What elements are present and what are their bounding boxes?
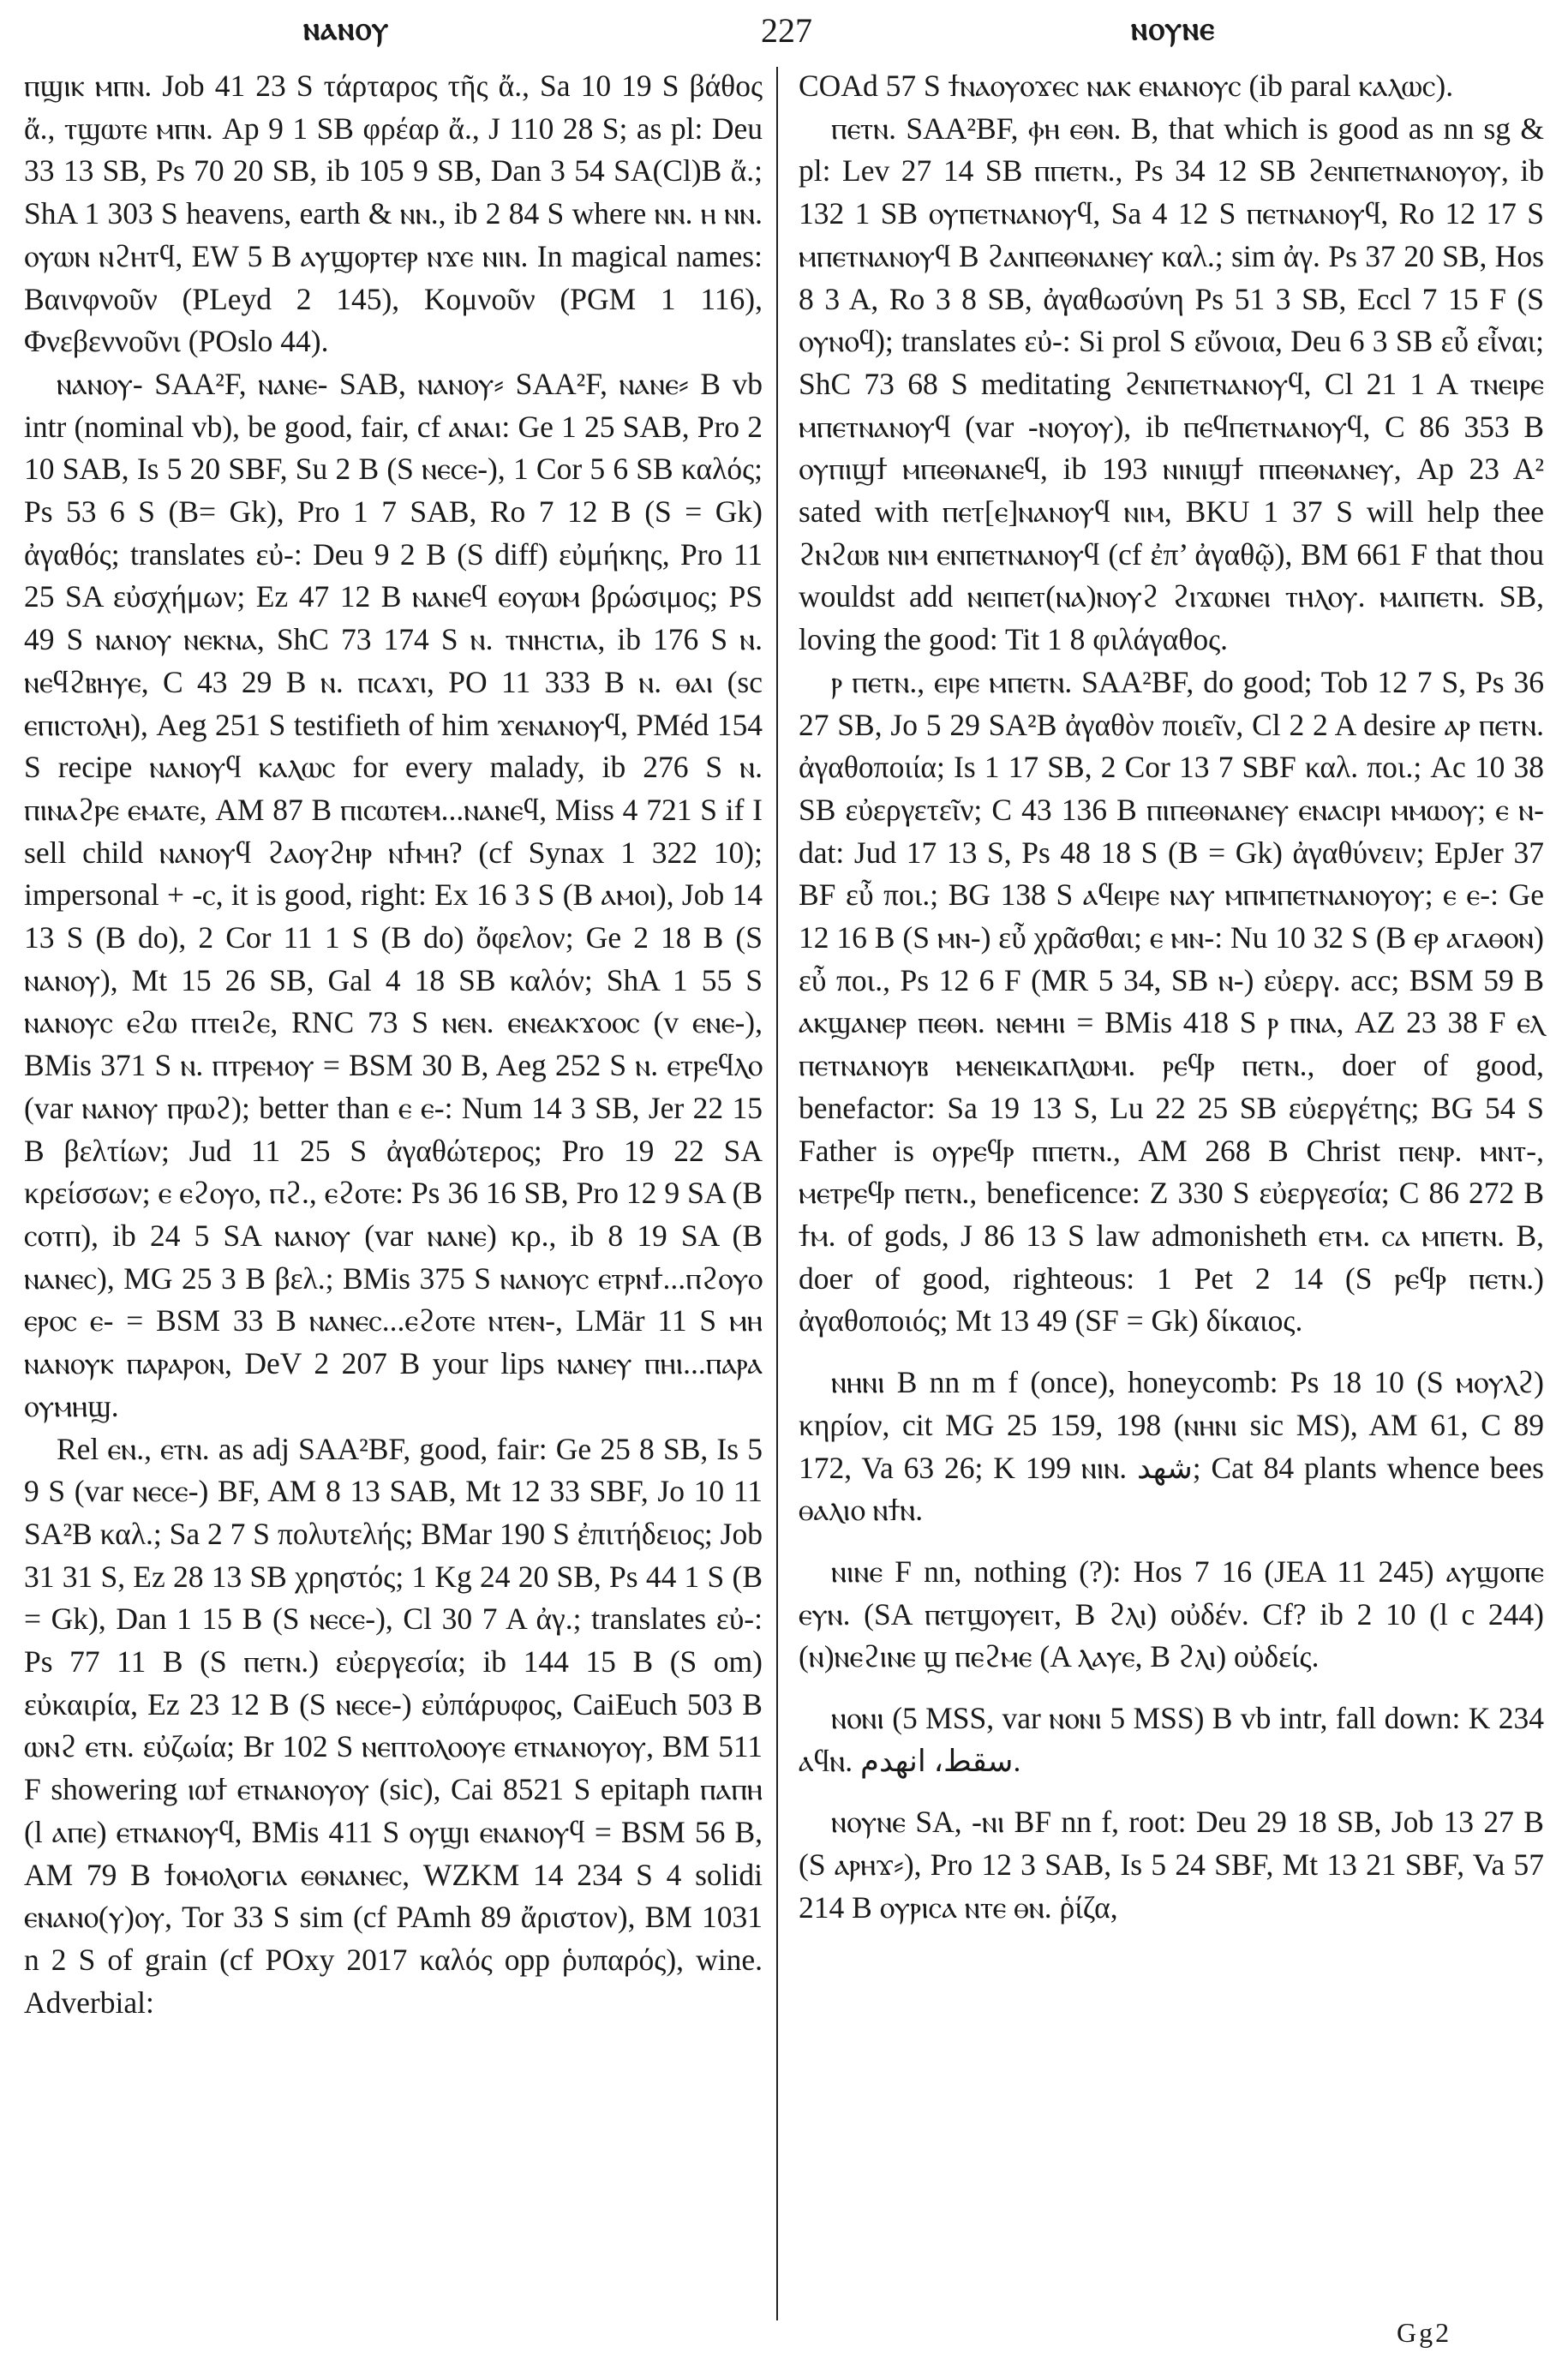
right-column <box>799 65 1544 1930</box>
page-header <box>24 10 1544 51</box>
entry-noni-fall-down: ⲛⲟⲛⲓ (5 MSS, var ⲛⲟⲛⲓ 5 MSS) B vb intr, fall down: K 234 ⲁϥⲛ. سقط، انهدم. <box>799 1701 1544 1778</box>
left-column <box>24 65 763 2024</box>
page-number: 227 <box>761 11 812 50</box>
entry-nanou-relative: Rel ⲉⲛ., ⲉⲧⲛ. as adj SAA²BF, good, fair: Ge 25 8 SB, Is 5 9 S (var ⲛⲉⲥⲉ-) BF, AM 8 13 SAB, Mt 12 33 SBF, Jo 10 11 SA²B καλ.; Sa 2 7 S πολυτελής; BMar 190 S ἐπιτήδειος; Job 31 31 S, Ez 28 13 SB χρηστός; 1 Kg 24 20 SB, Ps 44 1 S (B = Gk), Dan 1 15 B (S ⲛⲉⲥⲉ-), Cl 30 7 A ἀγ.; translates εὐ-: Ps 77 11 B (S ⲡⲉⲧⲛ.) εὐεργεσία; ib 144 15 B (S om) εὐκαιρία, Ez 23 12 B (S ⲛⲉⲥⲉ-) εὐπάρυφος, CaiEuch 503 B ⲱⲛϩ ⲉⲧⲛ. εὐζωία; Br 102 S ⲛⲉⲡⲧⲟⲗⲟⲟⲩⲉ ⲉⲧⲛⲁⲛⲟⲩⲟⲩ, BM 511 F showering ⲓⲱϯ ⲉⲧⲛⲁⲛⲟⲩⲟⲩ (sic), Cai 8521 S epitaph ⲡⲁⲡⲏ (l ⲁⲡⲉ) ⲉⲧⲛⲁⲛⲟⲩϥ, BMis 411 S ⲟⲩϣⲓ ⲉⲛⲁⲛⲟⲩϥ = BSM 56 B, AM 79 B ϯⲟⲙⲟⲗⲟⲅⲓⲁ ⲉⲑⲛⲁⲛⲉⲥ, WZKM 14 234 S 4 solidi ⲉⲛⲁⲛⲟ(ⲩ)ⲟⲩ, Tor 33 S sim (cf PAmh 89 ἄριστον), BM 1031 n 2 S of grain (cf POxy 2017 καλός opp ῥυπαρός), wine. Adverbial: <box>24 1431 763 2020</box>
entry-r-petnanou: ⲣ ⲡⲉⲧⲛ., ⲉⲓⲣⲉ ⲙⲡⲉⲧⲛ. SAA²BF, do good; Tob 12 7 S, Ps 36 27 SB, Jo 5 29 SA²B ἀγαθὸν ποιεῖν, Cl 2 2 A desire ⲁⲣ ⲡⲉⲧⲛ. ἀγαθοποιία; Is 1 17 SB, 2 Cor 13 7 SBF καλ. ποι.; Ac 10 38 SB εὐεργετεῖν; C 43 136 B ⲡⲓⲡⲉⲑⲛⲁⲛⲉⲩ ⲉⲛⲁⲥⲓⲣⲓ ⲙⲙⲱⲟⲩ; ⲉ ⲛ- dat: Jud 17 13 S, Ps 48 18 S (B = Gk) ἀγαθύνειν; EpJer 37 BF εὖ ποι.; BG 138 S ⲁϥⲉⲓⲣⲉ ⲛⲁⲩ ⲙⲡⲙⲡⲉⲧⲛⲁⲛⲟⲩⲟⲩ; ⲉ ⲉ-: Ge 12 16 B (S ⲙⲛ-) εὖ χρᾶσθαι; ⲉ ⲙⲛ-: Nu 10 32 S (B ⲉⲣ ⲁⲅⲁⲑⲟⲛ) εὖ ποι., Ps 12 6 F (MR 5 34, SB ⲛ-) εὐεργ. acc; BSM 59 B ⲁⲕϣⲁⲛⲉⲣ ⲡⲉⲑⲛ. ⲛⲉⲙⲏⲓ = BMis 418 S ⲣ ⲡⲛⲁ, AZ 23 38 F ⲉⲗ ⲡⲉⲧⲛⲁⲛⲟⲩⲃ ⲙⲉⲛⲉⲓⲕⲁⲡⲗⲱⲙⲓ. ⲣⲉϥⲣ ⲡⲉⲧⲛ., doer of good, benefactor: Sa 19 13 S, Lu 22 25 SB εὐεργέτης; BG 54 S Father is ⲟⲩⲣⲉϥⲣ ⲡⲡⲉⲧⲛ., AM 268 B Christ ⲡⲉⲛⲣ. ⲙⲛⲧ-, ⲙⲉⲧⲣⲉϥⲣ ⲡⲉⲧⲛ., beneficence: Z 330 S εὐεργεσία; C 86 272 B ϯⲙ. of gods, J 86 13 S law admonisheth ⲉⲧⲙ. ⲥⲁ ⲙⲡⲉⲧⲛ. B, doer of good, righteous: 1 Pet 2 14 (S ⲣⲉϥⲣ ⲡⲉⲧⲛ.) ἀγαθοποιός; Mt 13 49 (SF = Gk) δίκαιος. <box>799 664 1544 1338</box>
entry-neni-honeycomb: ⲛⲏⲛⲓ B nn m f (once), honeycomb: Ps 18 10 (S ⲙⲟⲩⲗϩ) κηρίον, cit MG 25 159, 198 (ⲛⲏⲛⲓ sic MS), AM 61, C 89 172, Va 63 26; K 199 ⲛⲓⲛ. شهد; Cat 84 plants whence bees ⲑⲁⲗⲓⲟ ⲛϯⲛ. <box>799 1365 1544 1528</box>
left-running-headword: ⲛⲁⲛⲟⲩ <box>303 11 390 47</box>
entry-petnanou: ⲡⲉⲧⲛ. SAA²BF, ⲫⲏ ⲉⲑⲛ. B, that which is good as nn sg & pl: Lev 27 14 SB ⲡⲡⲉⲧⲛ., Ps 34 12 SB ϩⲉⲛⲡⲉⲧⲛⲁⲛⲟⲩⲟⲩ, ib 132 1 SB ⲟⲩⲡⲉⲧⲛⲁⲛⲟⲩϥ, Sa 4 12 S ⲡⲉⲧⲛⲁⲛⲟⲩϥ, Ro 12 17 S ⲙⲡⲉⲧⲛⲁⲛⲟⲩϥ B ϩⲁⲛⲡⲉⲑⲛⲁⲛⲉⲩ καλ.; sim ἀγ. Ps 37 20 SB, Hos 8 3 A, Ro 3 8 SB, ἀγαθωσύνη Ps 51 3 SB, Eccl 7 15 F (S ⲟⲩⲛⲟϥ); translates εὐ-: Si prol S εὔνοια, Deu 6 3 SB εὖ εἶναι; ShC 73 68 S meditating ϩⲉⲛⲡⲉⲧⲛⲁⲛⲟⲩϥ, Cl 21 1 A ⲧⲛⲉⲓⲣⲉ ⲙⲡⲉⲧⲛⲁⲛⲟⲩϥ (var -ⲛⲟⲩⲟⲩ), ib ⲡⲉϥⲡⲉⲧⲛⲁⲛⲟⲩϥ, C 86 353 B ⲟⲩⲡⲓϣϯ ⲙⲡⲉⲑⲛⲁⲛⲉϥ, ib 193 ⲛⲓⲛⲓϣϯ ⲡⲡⲉⲑⲛⲁⲛⲉⲩ, Ap 23 A² sated with ⲡⲉⲧ[ⲉ]ⲛⲁⲛⲟⲩϥ ⲛⲓⲙ, BKU 1 37 S will help thee ϩⲛϩⲱⲃ ⲛⲓⲙ ⲉⲛⲡⲉⲧⲛⲁⲛⲟⲩϥ (cf ἐπ’ ἀγαθῷ), BM 661 F that thou wouldst add ⲛⲉⲓⲡⲉⲧ(ⲛⲁ)ⲛⲟⲩϩ ϩⲓϫⲱⲛⲉⲓ ⲧⲏⲗⲟⲩ. ⲙⲁⲓⲡⲉⲧⲛ. SB, loving the good: Tit 1 8 φιλάγαθος. <box>799 111 1544 657</box>
entry-continuation-nun: ⲡϣⲓⲕ ⲙⲡⲛ. Job 41 23 S τάρταρος τῆς ἄ., Sa 10 19 S βάθος ἄ., ⲧϣⲱⲧⲉ ⲙⲡⲛ. Ap 9 1 SB φρέαρ ἄ., J 110 28 S; as pl: Deu 33 13 SB, Ps 70 20 SB, ib 105 9 SB, Dan 3 54 SA(Cl)B ἄ.; ShA 1 303 S heavens, earth & ⲛⲛ., ib 2 84 S where ⲛⲛ. ⲏ ⲛⲛ. ⲟⲩⲱⲛ ⲛϩⲏⲧϥ, EW 5 B ⲁⲩϣⲟⲣⲧⲉⲣ ⲛϫⲉ ⲛⲓⲛ. In magical names: Βαινφνοῦν (PLeyd 2 145), Κομνοῦν (PGM 1 116), Φνεβεννοῦνι (POslo 44). <box>24 69 763 359</box>
entry-continuation-adverbial: COAd 57 S ϯⲛⲁⲟⲩⲟϫⲉⲥ ⲛⲁⲕ ⲉⲛⲁⲛⲟⲩⲥ (ib paral ⲕⲁⲗⲱⲥ). <box>799 69 1454 103</box>
right-running-headword: ⲛⲟⲩⲛⲉ <box>1131 11 1216 47</box>
entry-noune-root: ⲛⲟⲩⲛⲉ SA, -ⲛⲓ BF nn f, root: Deu 29 18 SB, Job 13 27 B (S ⲁⲣⲏϫ⸗), Pro 12 3 SAB, Is 5 24 SBF, Mt 13 21 SBF, Va 57 214 B ⲟⲩⲣⲓⲥⲁ ⲛⲧⲉ ⲑⲛ. ῥίζα, <box>799 1805 1544 1925</box>
signature-mark: Gg2 <box>1397 2317 1452 2348</box>
entry-nanou-verb: ⲛⲁⲛⲟⲩ- SAA²F, ⲛⲁⲛⲉ- SAB, ⲛⲁⲛⲟⲩ⸗ SAA²F, ⲛⲁⲛⲉ⸗ B vb intr (nominal vb), be good, fair, cf ⲁⲛⲁⲓ: Ge 1 25 SAB, Pro 2 10 SAB, Is 5 20 SBF, Su 2 B (S ⲛⲉⲥⲉ-), 1 Cor 5 6 SB καλός; Ps 53 6 S (B= Gk), Pro 1 7 SAB, Ro 7 12 B (S = Gk) ἀγαθός; translates εὐ-: Deu 9 2 B (S diff) εὐμήκης, Pro 11 25 SA εὐσχήμων; Ez 47 12 B ⲛⲁⲛⲉϥ ⲉⲟⲩⲱⲙ βρώσιμος; PS 49 S ⲛⲁⲛⲟⲩ ⲛⲉⲕⲛⲁ, ShC 73 174 S ⲛ. ⲧⲛⲏⲥⲧⲓⲁ, ib 176 S ⲛ. ⲛⲉϥϩⲃⲏⲩⲉ, C 43 29 B ⲛ. ⲡⲥⲁϫⲓ, PO 11 333 B ⲛ. ⲑⲁⲓ (sc ⲉⲡⲓⲥⲧⲟⲗⲏ), Aeg 251 S testifieth of him ϫⲉⲛⲁⲛⲟⲩϥ, PMéd 154 S recipe ⲛⲁⲛⲟⲩϥ ⲕⲁⲗⲱⲥ for every malady, ib 276 S ⲛ. ⲡⲓⲛⲁϩⲣⲉ ⲉⲙⲁⲧⲉ, AM 87 B ⲡⲓⲥⲱⲧⲉⲙ...ⲛⲁⲛⲉϥ, Miss 4 721 S if I sell child ⲛⲁⲛⲟⲩϥ ϩⲁⲟⲩϩⲏⲣ ⲛϯⲙⲏ? (cf Synax 1 322 10); impersonal + -ⲥ, it is good, right: Ex 16 3 S (B ⲁⲙⲟⲓ), Job 14 13 S (B do), 2 Cor 11 1 S (B do) ὄφελον; Ge 2 18 B (S ⲛⲁⲛⲟⲩ), Mt 15 26 SB, Gal 4 18 SB καλόν; ShA 1 55 S ⲛⲁⲛⲟⲩⲥ ⲉϩⲱ ⲡⲧⲉⲓϩⲉ, RNC 73 S ⲛⲉⲛ. ⲉⲛⲉⲁⲕϫⲟⲟⲥ (v ⲉⲛⲉ-), BMis 371 S ⲛ. ⲡⲧⲣⲉⲙⲟⲩ = BSM 30 B, Aeg 252 S ⲛ. ⲉⲧⲣⲉϥⲗⲟ (var ⲛⲁⲛⲟⲩ ⲡⲣⲱϩ); better than ⲉ ⲉ-: Num 14 3 SB, Jer 22 15 B βελτίων; Jud 11 25 S ἀγαθώτερος; Pro 19 22 SA κρείσσων; ⲉ ⲉϩⲟⲩⲟ, ⲡϩ., ⲉϩⲟⲧⲉ: Ps 36 16 SB, Pro 12 9 SA (B ⲥⲟⲧⲡ), ib 24 5 SA ⲛⲁⲛⲟⲩ (var ⲛⲁⲛⲉ) κρ., ib 8 19 SA (B ⲛⲁⲛⲉⲥ), MG 25 3 B βελ.; BMis 375 S ⲛⲁⲛⲟⲩⲥ ⲉⲧⲣⲛϯ...ⲡϩⲟⲩⲟ ⲉⲣⲟⲥ ⲉ- = BSM 33 B ⲛⲁⲛⲉⲥ...ⲉϩⲟⲧⲉ ⲛⲧⲉⲛ-, LMär 11 S ⲙⲏ ⲛⲁⲛⲟⲩⲕ ⲡⲁⲣⲁⲣⲟⲛ, DeV 2 207 B your lips ⲛⲁⲛⲉⲩ ⲡⲏⲓ...ⲡⲁⲣⲁ ⲟⲩⲙⲏϣ. <box>24 366 763 1423</box>
entry-nine-nothing: ⲛⲓⲛⲉ F nn, nothing (?): Hos 7 16 (JEA 11 245) ⲁⲩϣⲟⲡⲉ ⲉⲩⲛ. (SA ⲡⲉⲧϣⲟⲩⲉⲓⲧ, B ϩⲗⲓ) οὐδέν. Cf? ib 2 10 (l c 244) (ⲛ)ⲛⲉϩⲓⲛⲉ ϣ ⲡⲉϩⲙⲉ (A ⲗⲁⲩⲉ, B ϩⲗⲓ) οὐδείς. <box>799 1554 1544 1674</box>
column-divider <box>776 67 778 2320</box>
